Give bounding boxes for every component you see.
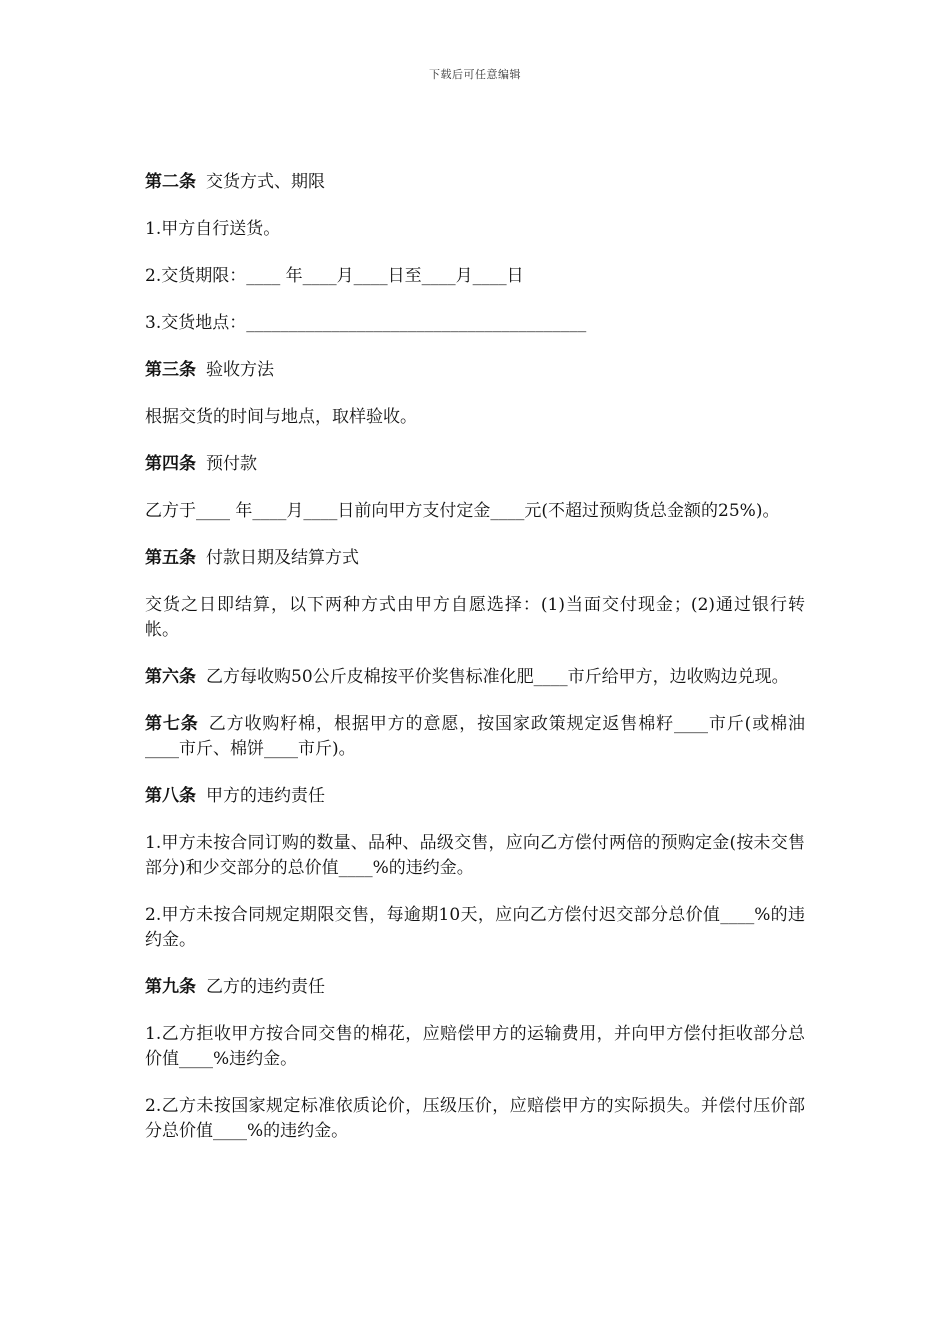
article-number: 第四条	[145, 454, 196, 474]
page-header: 下载后可任意编辑	[429, 68, 521, 81]
article-title: 乙方的违约责任	[206, 977, 325, 997]
article-title: 甲方的违约责任	[206, 786, 325, 806]
article-title: 付款日期及结算方式	[206, 548, 359, 568]
article-title: 验收方法	[206, 360, 274, 380]
article-4-heading	[145, 452, 805, 477]
article-title: 交货方式、期限	[206, 172, 325, 192]
article-2-clause-1: 1.甲方自行送货。	[145, 219, 281, 239]
article-3-body: 根据交货的时间与地点，取样验收。	[145, 407, 417, 427]
article-8-clause-1: 1.甲方未按合同订购的数量、品种、品级交售，应向乙方偿付两倍的预购定金(按未交售部分)和少交部分的总价值____%的违约金。	[145, 833, 805, 878]
article-number: 第七条	[145, 714, 199, 734]
article-number: 第八条	[145, 786, 196, 806]
article-2-clause-2: 2.交货期限：____ 年____月____日至____月____日	[145, 266, 524, 286]
article-text: 乙方收购籽棉，根据甲方的意愿，按国家政策规定返售棉籽____市斤(或棉油____市斤、棉饼____市斤)。	[145, 714, 806, 759]
article-number: 第六条	[145, 667, 196, 687]
article-2-heading	[145, 170, 805, 195]
article-number: 第二条	[145, 172, 196, 192]
article-9-clause-2: 2.乙方未按国家规定标准依质论价，压级压价，应赔偿甲方的实际损失。并偿付压价部分总价值____%的违约金。	[145, 1096, 805, 1141]
article-number: 第九条	[145, 977, 196, 997]
article-3-heading	[145, 358, 805, 383]
article-8-clause-2: 2.甲方未按合同规定期限交售，每逾期10天，应向乙方偿付迟交部分总价值____%的违约金。	[145, 905, 805, 950]
article-9-heading	[145, 975, 805, 1000]
article-text: 乙方每收购50公斤皮棉按平价奖售标准化肥____市斤给甲方，边收购边兑现。	[206, 667, 789, 687]
article-4-body: 乙方于____ 年____月____日前向甲方支付定金____元(不超过预购货总金额的25%)。	[145, 501, 780, 521]
article-number: 第三条	[145, 360, 196, 380]
article-2-clause-3: 3.交货地点：________________________________________	[145, 313, 587, 333]
article-title: 预付款	[206, 454, 257, 474]
article-5-body: 交货之日即结算，以下两种方式由甲方自愿选择：(1)当面交付现金；(2)通过银行转帐。	[145, 595, 805, 640]
article-8-heading	[145, 784, 805, 809]
document-body	[145, 170, 805, 1166]
article-9-clause-1: 1.乙方拒收甲方按合同交售的棉花，应赔偿甲方的运输费用，并向甲方偿付拒收部分总价值____%违约金。	[145, 1024, 805, 1069]
article-6	[145, 665, 805, 690]
article-number: 第五条	[145, 548, 196, 568]
article-7	[145, 712, 805, 762]
article-5-heading	[145, 546, 805, 571]
